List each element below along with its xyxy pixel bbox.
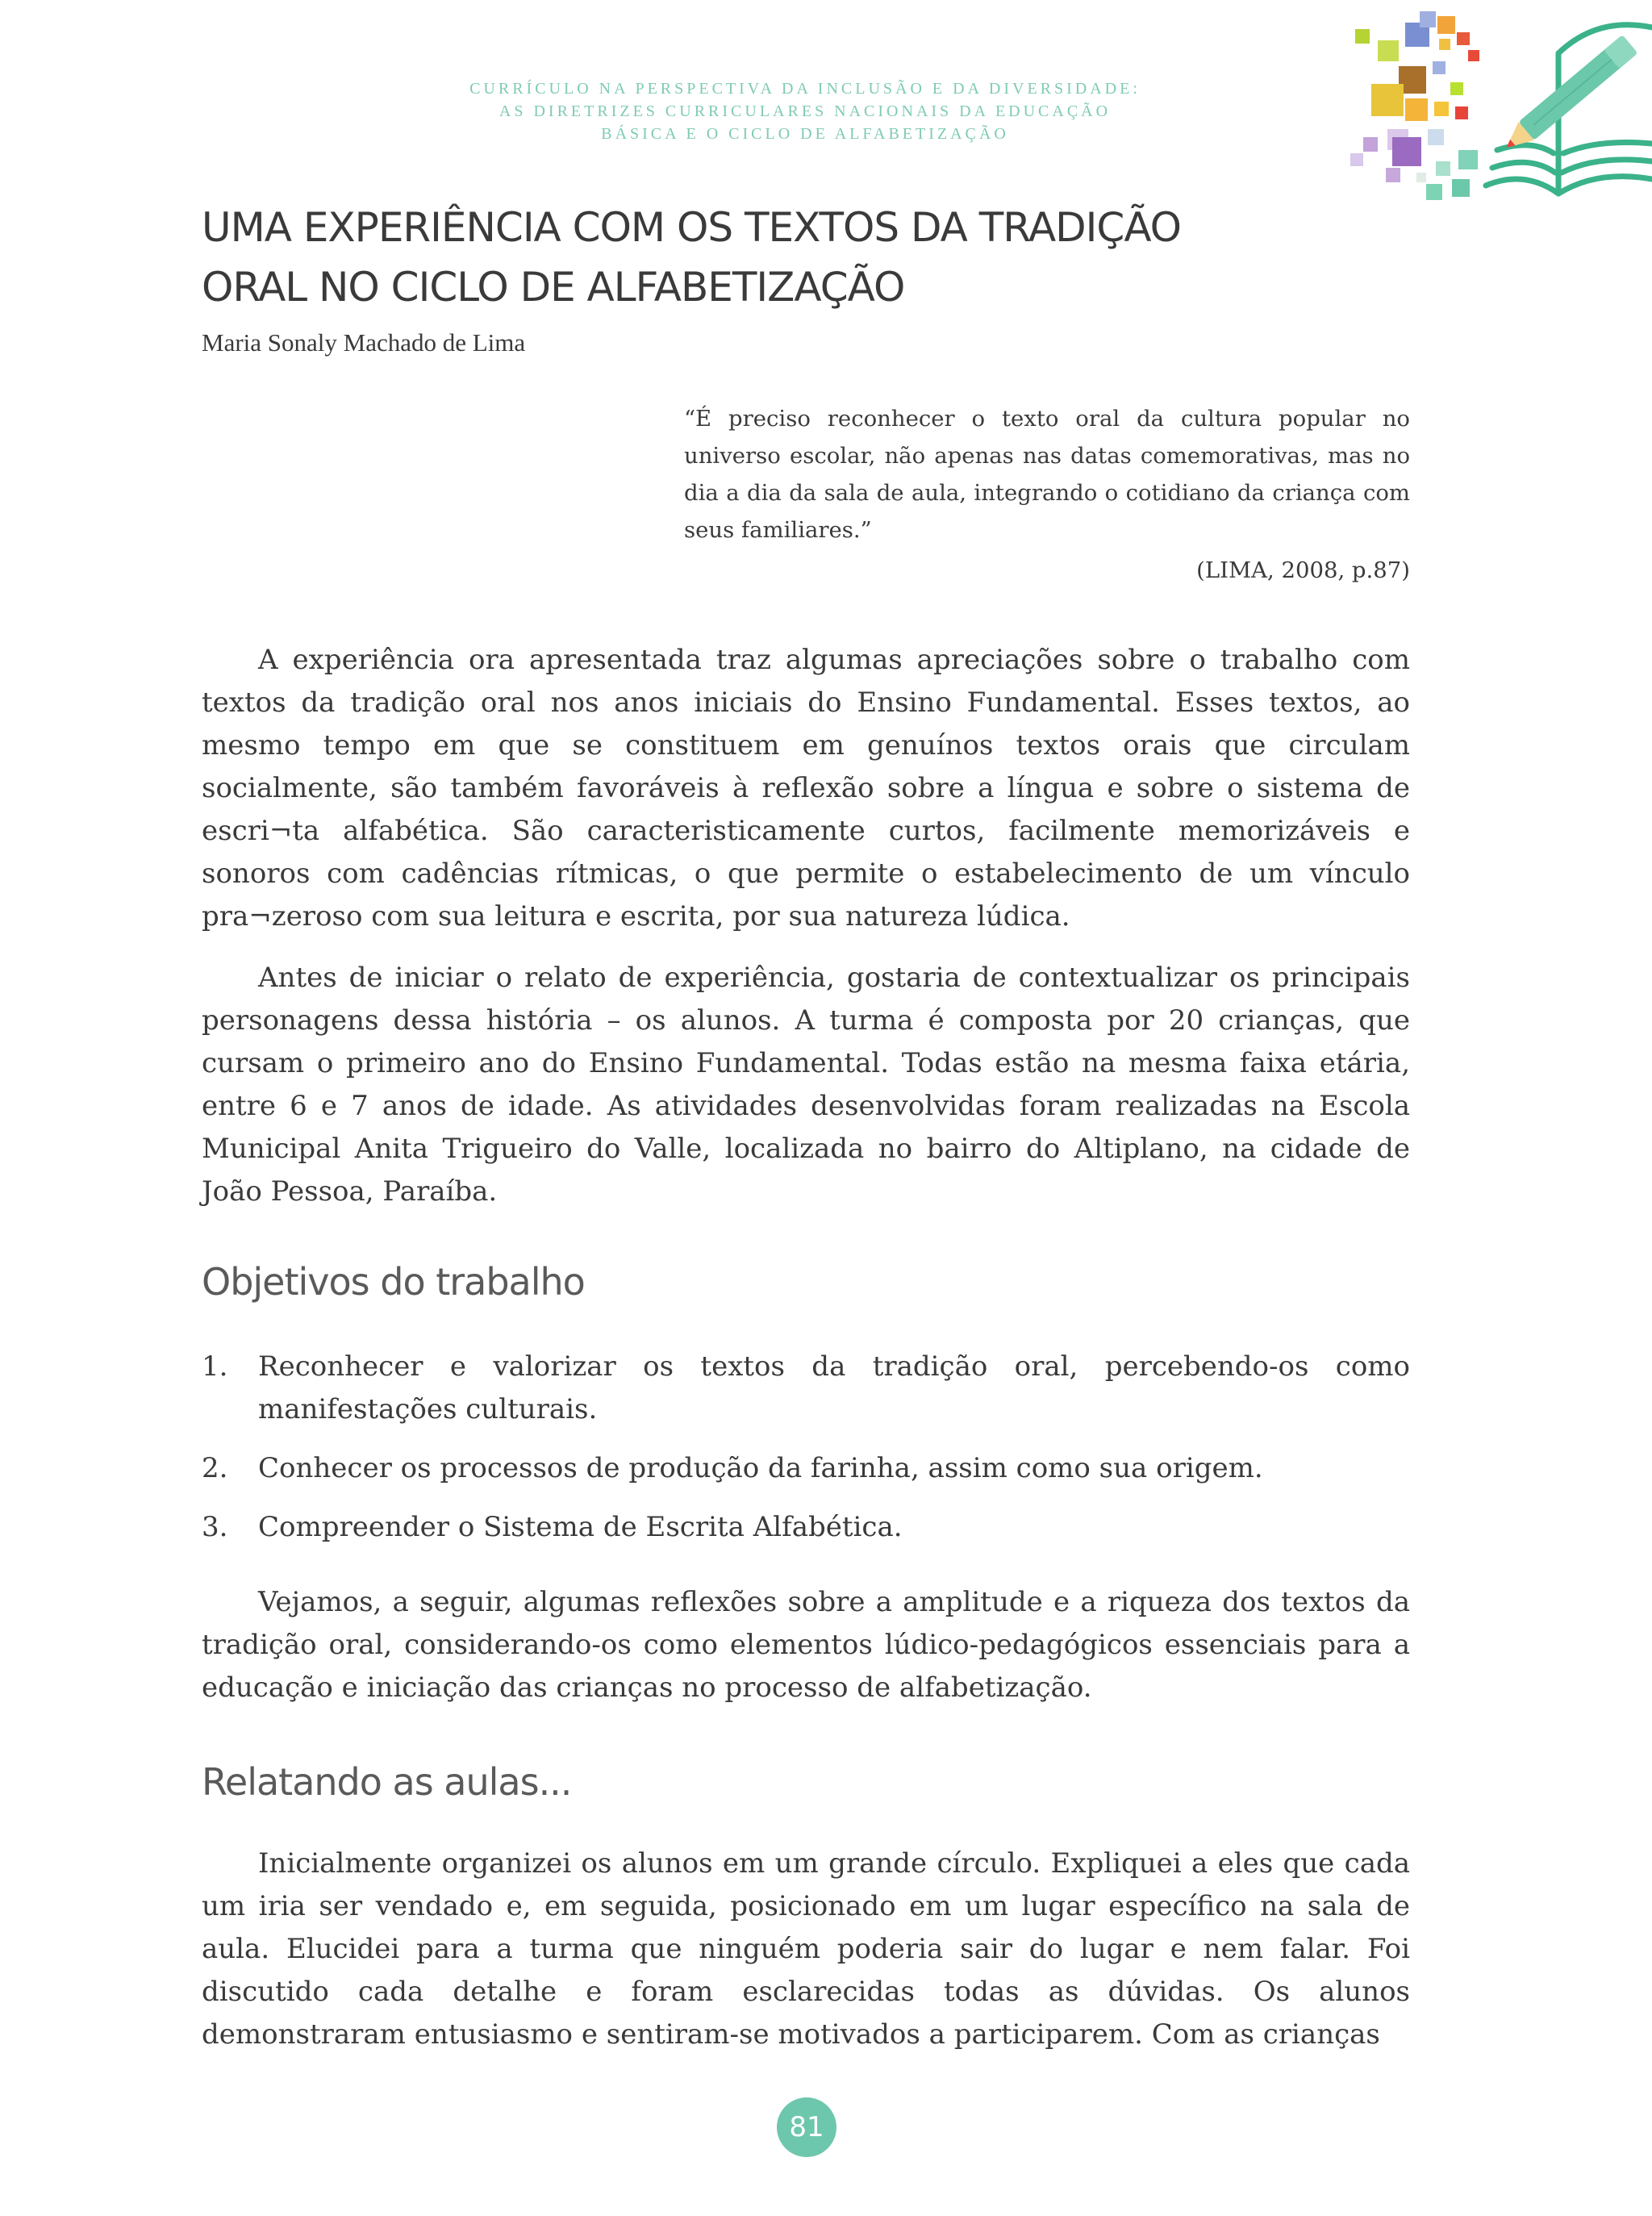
running-header	[403, 77, 1207, 145]
list-item	[202, 1346, 1410, 1431]
page-number-badge: 81	[777, 2097, 836, 2157]
pixel-squares	[1350, 11, 1479, 200]
pencil-icon	[1499, 35, 1637, 157]
article-title	[202, 198, 1250, 317]
body-paragraph: Vejamos, a seguir, algumas reflexões sobre a amplitude e a riqueza dos textos da tradição oral, considerando-os como elementos lúdico-pedagógicos essenciais para a educação e iniciação das crianças no processo de alfabetização.	[202, 1586, 1410, 1704]
epigraph-quote: “É preciso reconhecer o texto oral da cultura popular no universo escolar, não apenas nas datas comemorativas, mas no dia a dia da sala de aula, integrando o cotidiano da criança com seus familiares.”	[684, 406, 1410, 543]
body-paragraph: Inicialmente organizei os alunos em um grande círculo. Expliquei a eles que cada um iria ser vendado e, em seguida, posicionado em um lugar específico na sala de aula. Elucidei para a turma que ninguém poderia sair do lugar e nem falar. Foi discutido cada detalhe e foram esclarecidas todas as dúvidas. Os alunos demonstraram entusiasmo e sentiram-se motivados a participarem. Com as crianças	[202, 1847, 1410, 2051]
reflection-section	[202, 1581, 1410, 1709]
article-title-line: ORAL NO CICLO DE ALFABETIZAÇÃO	[202, 264, 905, 311]
list-item-text: Compreender o Sistema de Escrita Alfabética.	[258, 1511, 903, 1543]
epigraph-citation: (LIMA, 2008, p.87)	[1196, 557, 1410, 583]
body-paragraph: Antes de iniciar o relato de experiência, gostaria de contextualizar os principais personagens dessa história – os alunos. A turma é composta por 20 crianças, que cursam o primeiro ano do Ensino Fundamental. Todas estão na mesma faixa etária, entre 6 e 7 anos de idade. As atividades desenvolvidas foram realizadas na Escola Municipal Anita Trigueiro do Valle, localizada no bairro do Altiplano, na cidade de João Pessoa, Paraíba.	[202, 962, 1410, 1208]
book-pencil-logo-icon	[1339, 0, 1652, 210]
running-header-line: CURRÍCULO NA PERSPECTIVA DA INCLUSÃO E DA DIVERSIDADE:	[469, 80, 1141, 98]
body-paragraph: A experiência ora apresentada traz algumas apreciações sobre o trabalho com textos da tradição oral nos anos iniciais do Ensino Fundamental. Esses textos, ao mesmo tempo em que se constituem em genuínos textos orais que circulam socialmente, são também favoráveis à reflexão sobre a língua e sobre o sistema de escri¬ta alfabética. São caracteristicamente curtos, facilmente memorizáveis e sonoros com cadências rítmicas, o que permite o estabelecimento de um vínculo pra¬zeroso com sua leitura e escrita, por sua natureza lúdica.	[202, 644, 1410, 933]
running-header-line: BÁSICA E O CICLO DE ALFABETIZAÇÃO	[601, 125, 1009, 143]
list-item-number: 2.	[202, 1452, 228, 1484]
list-item	[202, 1506, 1410, 1549]
section-heading-objectives: Objetivos do trabalho	[202, 1260, 585, 1304]
author-name: Maria Sonaly Machado de Lima	[202, 328, 526, 357]
intro-section	[202, 639, 1410, 1213]
lessons-section	[202, 1842, 1410, 2056]
list-item-number: 3.	[202, 1511, 228, 1543]
objectives-list	[202, 1346, 1410, 1565]
list-item-number: 1.	[202, 1350, 228, 1383]
section-heading-lessons: Relatando as aulas...	[202, 1760, 572, 1804]
list-item-text: Reconhecer e valorizar os textos da tradição oral, percebendo-os como manifestações culturais.	[258, 1350, 1410, 1425]
list-item-text: Conhecer os processos de produção da farinha, assim como sua origem.	[258, 1452, 1263, 1484]
running-header-line: AS DIRETRIZES CURRICULARES NACIONAIS DA EDUCAÇÃO	[499, 102, 1112, 120]
list-item	[202, 1447, 1410, 1490]
article-title-line: UMA EXPERIÊNCIA COM OS TEXTOS DA TRADIÇÃO	[202, 204, 1182, 251]
epigraph	[684, 400, 1410, 589]
